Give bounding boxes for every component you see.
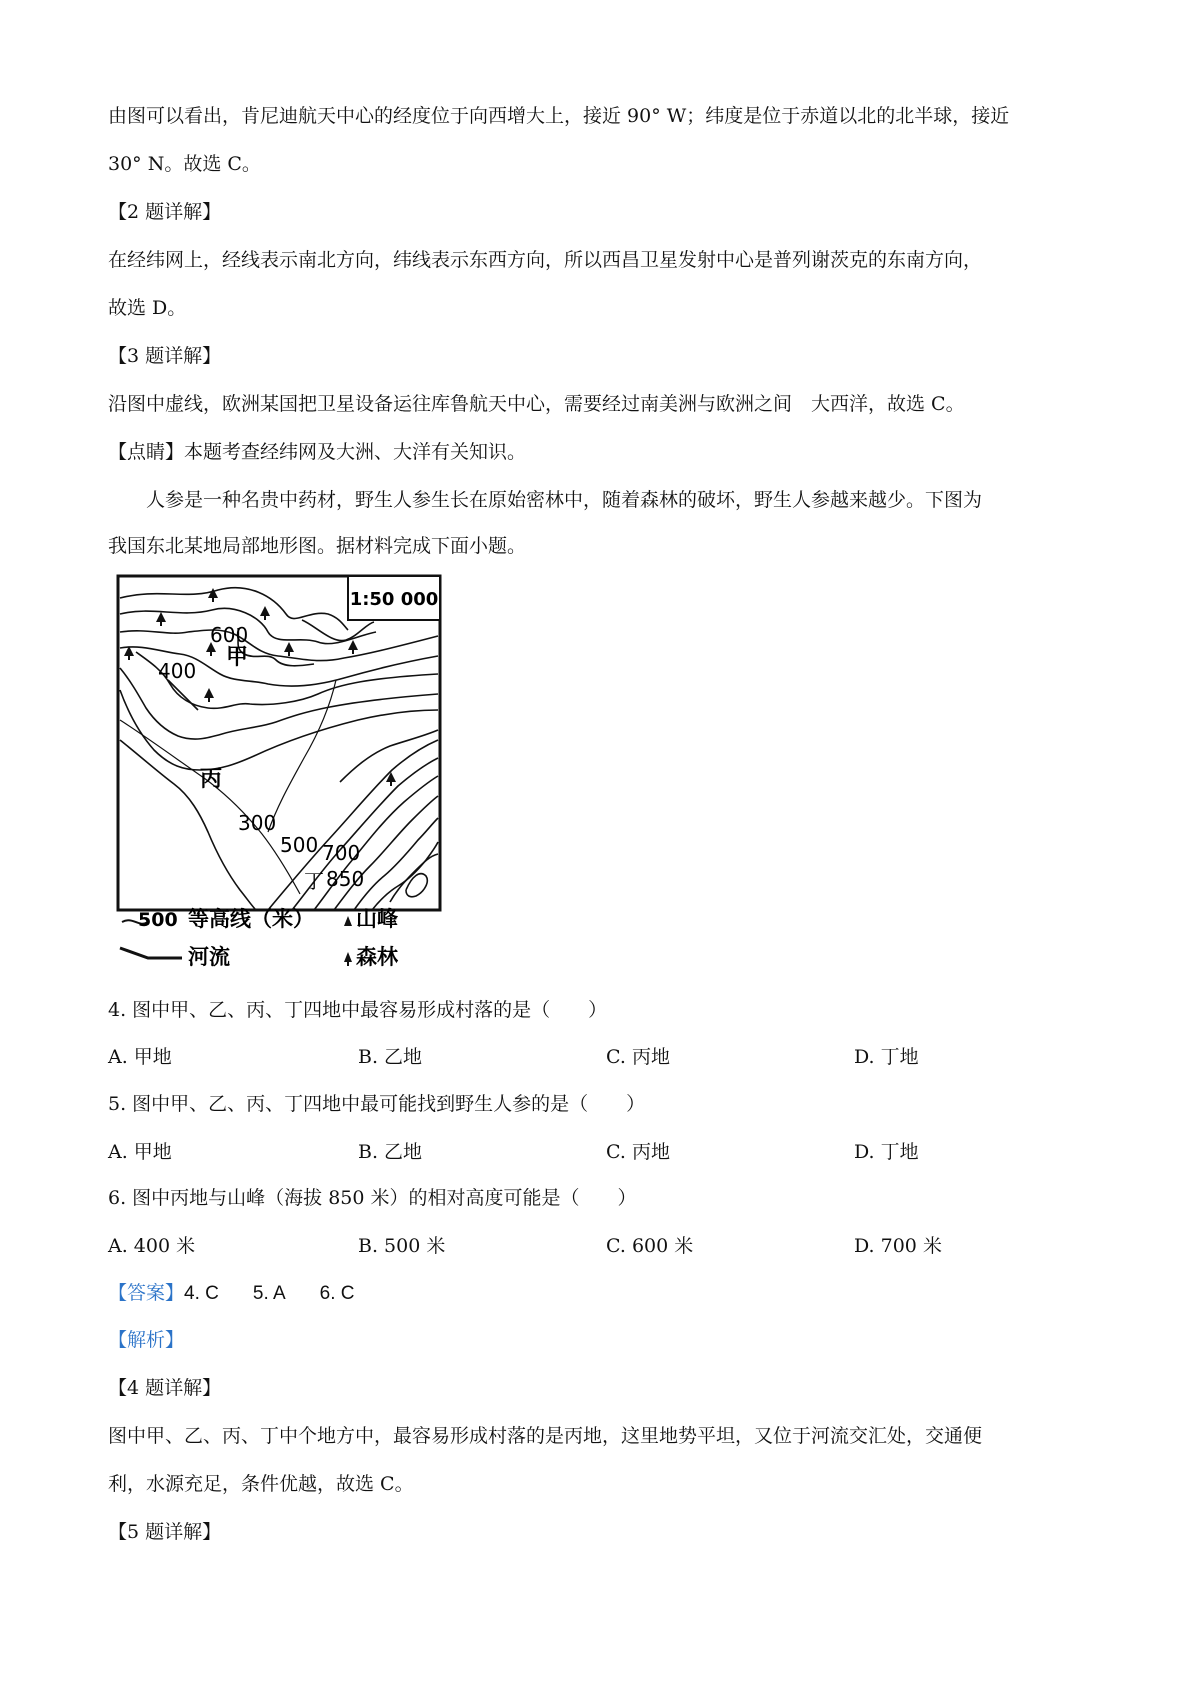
legend-contour-sample: 500	[138, 909, 178, 931]
contour-label: 850	[326, 867, 365, 891]
section-heading: 【2 题详解】	[108, 201, 222, 223]
paragraph-line: 由图可以看出，肯尼迪航天中心的经度位于向西增大上，接近 90° W；纬度是位于赤道以北的北半球，接近	[108, 105, 1010, 127]
option-c: C. 丙地	[606, 1141, 670, 1163]
option-a: A. 甲地	[108, 1141, 172, 1163]
scale-text: 1:50 000	[349, 589, 439, 610]
section-heading: 【4 题详解】	[108, 1377, 222, 1399]
option-d: D. 700 米	[854, 1235, 942, 1257]
paragraph-line: 故选 D。	[108, 297, 187, 319]
answer-item: 6. C	[319, 1283, 355, 1304]
question-stem: 5. 图中甲、乙、丙、丁四地中最可能找到野生人参的是（ ）	[108, 1093, 646, 1115]
river-symbol	[120, 948, 182, 958]
answer-item: 4. C	[184, 1283, 219, 1304]
paragraph-line: 利，水源充足，条件优越，故选 C。	[108, 1473, 414, 1495]
option-c: C. 600 米	[606, 1235, 694, 1257]
option-b: B. 500 米	[358, 1235, 446, 1257]
section-heading: 【3 题详解】	[108, 345, 222, 367]
place-jia: 甲	[226, 645, 249, 670]
option-a: A. 400 米	[108, 1235, 196, 1257]
contour-label: 500	[280, 833, 319, 857]
paragraph-line: 在经纬网上，经线表示南北方向，纬线表示东西方向，所以西昌卫星发射中心是普列谢茨克的东南方向，	[108, 249, 983, 271]
answer-line	[108, 1279, 388, 1308]
map-legend	[120, 907, 399, 969]
question-stem: 4. 图中甲、乙、丙、丁四地中最容易形成村落的是（ ）	[108, 999, 608, 1021]
paragraph-line: 沿图中虚线，欧洲某国把卫星设备运往库鲁航天中心，需要经过南美洲与欧洲之间 大西洋，故选 C。	[108, 393, 965, 415]
peak-symbol	[344, 916, 352, 926]
contour-label: 400	[158, 659, 197, 683]
answer-item: 5. A	[252, 1283, 286, 1304]
section-heading: 【5 题详解】	[108, 1521, 222, 1543]
contour-label: 600	[210, 623, 249, 647]
paragraph-line: 30° N。故选 C。	[108, 153, 261, 175]
legend-forest-label: 森林	[356, 945, 398, 969]
map-frame	[118, 576, 440, 910]
legend-peak-label: 山峰	[356, 907, 398, 931]
contour-label: 300	[238, 811, 277, 835]
option-d: D. 丁地	[854, 1141, 919, 1163]
place-ding: 丁	[304, 869, 324, 893]
contour-label: 700	[322, 841, 361, 865]
option-d: D. 丁地	[854, 1046, 919, 1068]
forest-symbol	[344, 952, 352, 966]
note-line: 【点睛】本题考查经纬网及大洲、大洋有关知识。	[108, 441, 527, 463]
paragraph-line: 图中甲、乙、丙、丁中个地方中，最容易形成村落的是丙地，这里地势平坦，又位于河流交汇处，交通便	[108, 1425, 983, 1447]
option-a: A. 甲地	[108, 1046, 172, 1068]
place-bing: 丙	[200, 767, 223, 792]
intro-line: 我国东北某地局部地形图。据材料完成下面小题。	[108, 535, 527, 557]
answer-label: 【答案】	[108, 1282, 185, 1304]
analysis-label: 【解析】	[108, 1329, 185, 1351]
legend-river-label: 河流	[188, 945, 230, 969]
question-stem: 6. 图中丙地与山峰（海拔 850 米）的相对高度可能是（ ）	[108, 1187, 637, 1209]
legend-contour-label: 等高线（米）	[188, 907, 314, 931]
option-b: B. 乙地	[358, 1046, 423, 1068]
topographic-map-figure	[108, 570, 456, 978]
option-b: B. 乙地	[358, 1141, 423, 1163]
option-c: C. 丙地	[606, 1046, 670, 1068]
intro-line: 人参是一种名贵中药材，野生人参生长在原始密林中，随着森林的破坏，野生人参越来越少。下图为	[146, 489, 983, 511]
